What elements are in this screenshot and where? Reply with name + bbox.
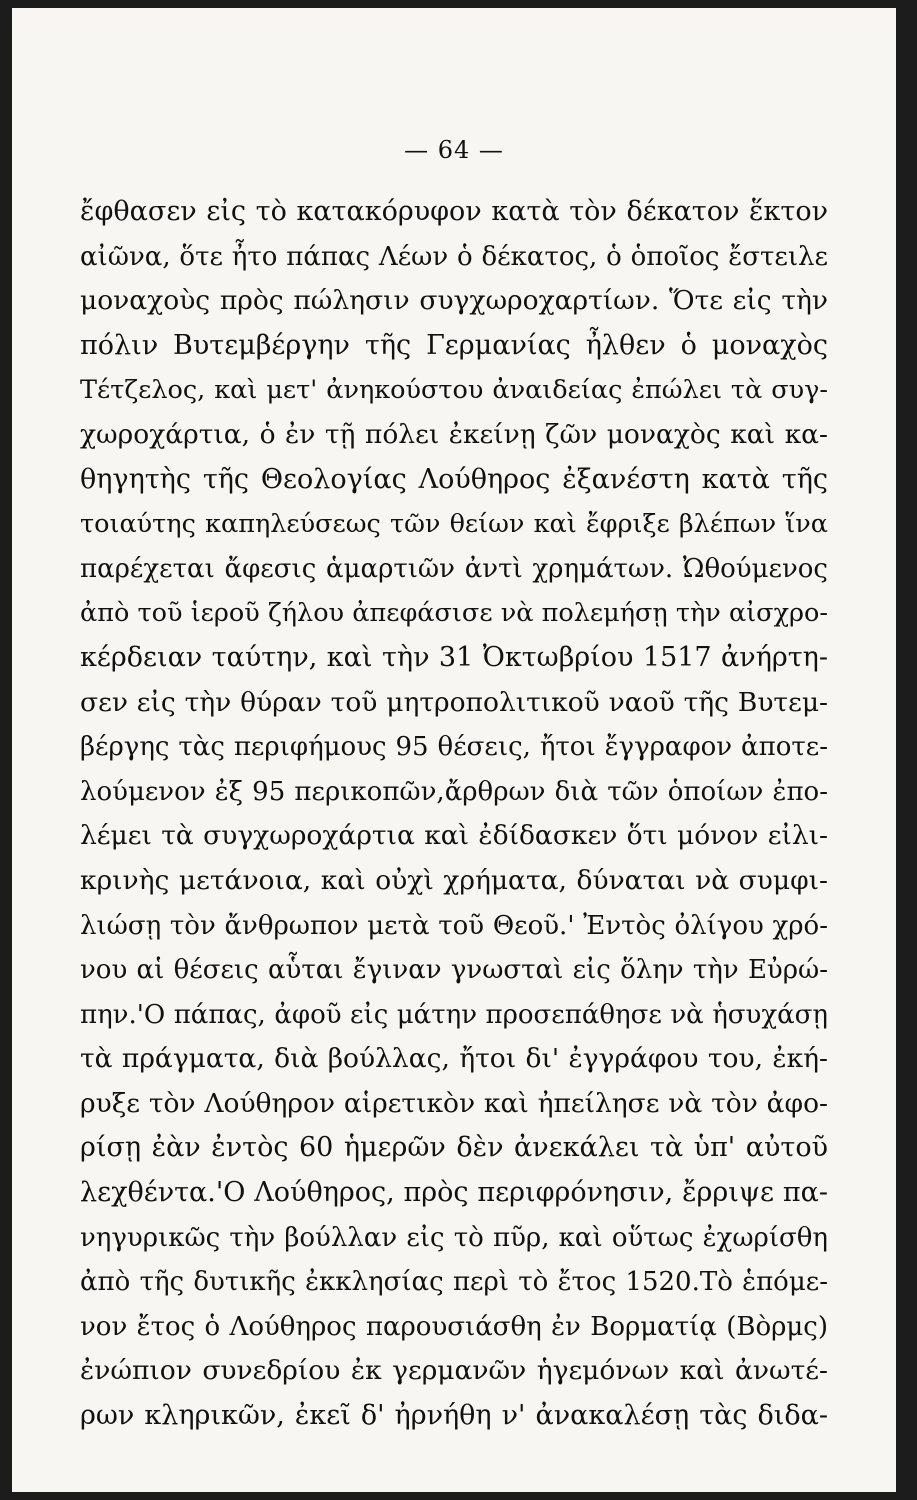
text-line: νου αἱ θέσεις αὗται ἔγιναν γνωσταὶ εἰς ὅλην τὴν Εὐρώ- (80, 955, 828, 986)
text-line: κρινὴς μετάνοια, καὶ οὐχὶ χρήματα, δύναται νὰ συμφι- (80, 864, 828, 896)
text-line: πην.'Ο πάπας, ἀφοῦ εἰς μάτην προσεπάθησε νὰ ἡσυχάσῃ (80, 999, 828, 1030)
text-line: κέρδειαν ταύτην, καὶ τὴν 31 Ὀκτωβρίου 1517 ἀνήρτη- (80, 641, 828, 673)
text-line: νηγυρικῶς τὴν βούλλαν εἰς τὸ πῦρ, καὶ οὕτως ἐχωρίσθη (80, 1222, 828, 1253)
text-line: χωροχάρτια, ὁ ἐν τῇ πόλει ἐκείνῃ ζῶν μοναχὸς καὶ κα- (80, 418, 828, 450)
text-line: λέμει τὰ συγχωροχάρτια καὶ ἐδίδασκεν ὅτι μόνον εἰλι- (80, 820, 828, 852)
text-line: θηγητὴς τῆς Θεολογίας Λούθηρος ἐξανέστη κατὰ τῆς (80, 463, 828, 495)
text-line: λιώσῃ τὸν ἄνθρωπον μετὰ τοῦ Θεοῦ.' Ἐντὸς ὀλίγου χρό- (80, 910, 828, 941)
text-line: παρέχεται ἄφεσις ἁμαρτιῶν ἀντὶ χρημάτων. Ὠθούμενος (80, 553, 828, 584)
text-line: τοιαύτης καπηλεύσεως τῶν θείων καὶ ἔφριξε βλέπων ἵνα (80, 509, 828, 540)
text-line: αἰῶνα, ὅτε ἦτο πάπας Λέων ὁ δέκατος, ὁ ὁποῖος ἔστειλε (80, 241, 828, 272)
text-line: ἔφθασεν εἰς τὸ κατακόρυφον κατὰ τὸν δέκατον ἕκτον (80, 196, 828, 227)
text-line: Τέτζελος, καὶ μετ' ἀνηκούστου ἀναιδείας ἐπώλει τὰ συγ- (80, 375, 828, 406)
page-number: — 64 — (404, 136, 504, 164)
text-line: σεν εἰς τὴν θύραν τοῦ μητροπολιτικοῦ ναοῦ τῆς Βυτεμ- (80, 686, 828, 718)
text-line: ἀπὸ τοῦ ἱεροῦ ζήλου ἀπεφάσισε νὰ πολεμήσῃ τὴν αἰσχρο- (80, 598, 828, 629)
text-line: βέργης τὰς περιφήμους 95 θέσεις, ἤτοι ἔγγραφον ἀποτε- (80, 732, 828, 763)
text-line: ρυξε τὸν Λούθηρον αἱρετικὸν καὶ ἠπείλησε νὰ τὸν ἀφο- (80, 1087, 828, 1119)
text-line: ἐνώπιον συνεδρίου ἐκ γερμανῶν ἡγεμόνων καὶ ἀνωτέ- (80, 1355, 828, 1387)
book-page (12, 8, 896, 1492)
text-line: μοναχοὺς πρὸς πώλησιν συγχωροχαρτίων. Ὅτε εἰς τὴν (80, 285, 828, 317)
text-line: ἀπὸ τῆς δυτικῆς ἐκκλησίας περὶ τὸ ἔτος 1520.Τὸ ἑπόμε- (80, 1267, 828, 1298)
body-text (80, 190, 828, 1439)
text-line: ρίσῃ ἐὰν ἐντὸς 60 ἡμερῶν δὲν ἀνεκάλει τὰ ὑπ' αὐτοῦ (80, 1132, 828, 1164)
text-line: νον ἔτος ὁ Λούθηρος παρουσιάσθη ἐν Βορματίᾳ (Βὸρμς) (80, 1311, 828, 1342)
text-line: ρων κληρικῶν, ἐκεῖ δ' ἠρνήθη ν' ἀνακαλέσῃ τὰς διδα- (80, 1400, 828, 1432)
text-line: λεχθέντα.'Ο Λούθηρος, πρὸς περιφρόνησιν, ἔρριψε πα- (80, 1177, 828, 1209)
text-line: λούμενον ἐξ 95 περικοπῶν,ἄρθρων διὰ τῶν ὁποίων ἐπο- (80, 776, 828, 807)
text-line: τὰ πράγματα, διὰ βούλλας, ἤτοι δι' ἐγγράφου του, ἐκή- (80, 1043, 828, 1075)
text-line: πόλιν Βυτεμβέργην τῆς Γερμανίας ἦλθεν ὁ μοναχὸς (80, 329, 828, 361)
